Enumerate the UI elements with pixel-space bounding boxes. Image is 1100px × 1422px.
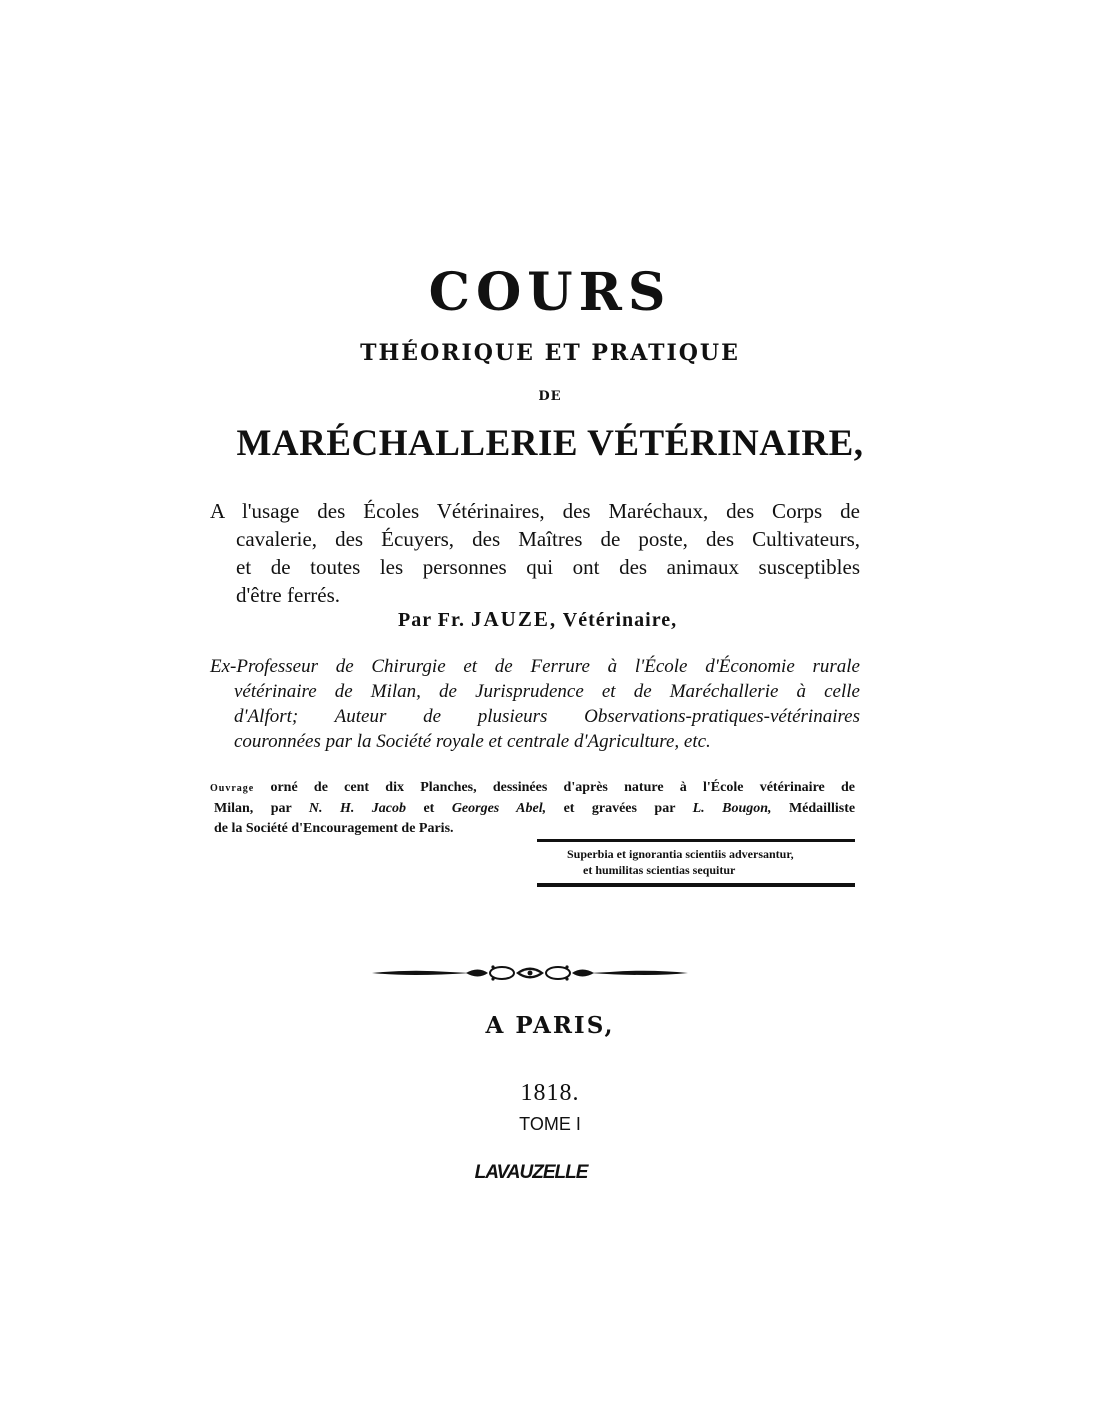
author-credentials	[210, 654, 860, 754]
work-text: Milan, par	[214, 801, 292, 816]
engraver-name: L. Bougon,	[692, 801, 772, 816]
author-name: JAUZE,	[471, 607, 558, 631]
work-text: et	[423, 801, 435, 816]
credentials-line: couronnées par la Société royale et centrale d'Agriculture, etc.	[234, 731, 711, 752]
book-subtitle: THÉORIQUE ET PRATIQUE	[360, 340, 740, 366]
artist-name: N. H. Jacob	[308, 801, 407, 816]
audience-line: d'être ferrés.	[236, 583, 341, 607]
connector-de: DE	[538, 389, 562, 404]
audience-line: et de toutes les personnes qui ont des animaux susceptibles	[236, 555, 860, 579]
credentials-line: Ex-Professeur de Chirurgie et de Ferrure à l'École d'Économie rurale	[210, 656, 860, 677]
main-title: MARÉCHALLERIE VÉTÉRINAIRE,	[236, 423, 864, 464]
work-line	[210, 778, 855, 799]
motto-rule-bottom	[537, 883, 855, 887]
publisher-name: LAVAUZELLE	[474, 1162, 588, 1183]
work-description	[210, 778, 855, 839]
motto-line: et humilitas scientias sequitur	[583, 863, 736, 877]
audience-line: A l'usage des Écoles Vétérinaires, des Maréchaux, des Corps de	[210, 499, 860, 523]
credentials-line: vétérinaire de Milan, de Jurisprudence et de Maréchallerie à celle	[234, 681, 860, 702]
author-par: Par	[398, 609, 432, 631]
artist-name: Georges Abel,	[451, 801, 547, 816]
motto	[567, 846, 857, 878]
author-title: Vétérinaire,	[562, 609, 678, 631]
author-initial: Fr.	[437, 609, 465, 631]
work-line	[210, 799, 855, 819]
motto-line: Superbia et ignorantia scientiis adversantur,	[567, 847, 794, 861]
work-text: et gravées par	[563, 801, 676, 816]
work-text: orné de cent dix Planches, dessinées d'après nature à l'École vétérinaire de	[270, 780, 855, 795]
author-line	[398, 607, 677, 632]
ornament-divider	[370, 958, 690, 988]
work-word: Ouvrage	[210, 783, 255, 794]
work-text: Médailliste	[788, 801, 856, 816]
publication-city: A PARIS,	[485, 1012, 615, 1039]
tome-number: TOME I	[519, 1114, 581, 1134]
audience-paragraph	[210, 497, 860, 609]
audience-line: cavalerie, des Écuyers, des Maîtres de poste, des Cultivateurs,	[236, 527, 860, 551]
credentials-line: d'Alfort; Auteur de plusieurs Observations-pratiques-vétérinaires	[234, 706, 860, 727]
book-title: COURS	[428, 262, 672, 323]
work-line: de la Société d'Encouragement de Paris.	[214, 821, 454, 836]
motto-rule-top	[537, 839, 855, 842]
publication-year: 1818.	[520, 1080, 580, 1106]
publisher-logo	[471, 1158, 591, 1184]
